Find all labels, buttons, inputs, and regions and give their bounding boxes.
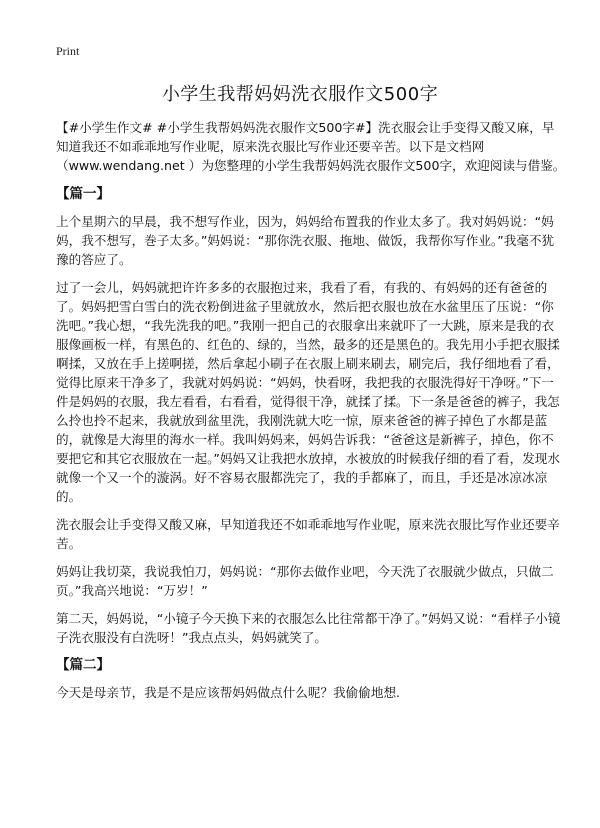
- article-body: [56, 118, 566, 711]
- paragraph: 过了一会儿，妈妈就把许许多多的衣服抱过来，我看了看，有我的、有妈妈的还有爸爸的了。妈妈把雪白雪白的洗衣粉倒进盆子里就放水，然后把衣服也放在水盆里压了压说：“你洗吧。”我心想，“我先洗我的吧。”我刚一把自己的衣服拿出来就吓了一大跳，原来是我的衣服像画板一样，有黑色的、红色的、绿的，当然，最多的还是黑色的。我先用小手把衣服揉啊揉，又放在手上搓啊搓，然后拿起小刷子在衣服上刷来刷去，刷完后，我仔细地看了看，觉得比原来干净多了，我就对妈妈说：“妈妈，快看呀，我把我的衣服洗得好干净呀。”下一件是妈妈的衣服，我左看看，右看看，觉得很干净，就揉了揉。下一条是爸爸的裤子，我怎么拎也拎不起来，我就放到盆里洗，我刚洗就大吃一惊，原来爸爸的裤子掉色了水都是蓝的，就像是大海里的海水一样。我叫妈妈来，妈妈告诉我：“爸爸这是新裤子，掉色，你不要把它和其它衣服放在一起。”妈妈又让我把水放掉，水被放的时候我仔细的看了看，发现水就像一个又一个的漩涡。好不容易衣服都洗完了，我的手都麻了，而且，手还是冰凉冰凉的。: [56, 280, 560, 504]
- paragraph: 洗衣服会让手变得又酸又麻，早知道我还不如乖乖地写作业呢，原来洗衣服比写作业还要辛苦。: [56, 517, 560, 551]
- print-label[interactable]: Print: [56, 44, 80, 58]
- page-title: 小学生我帮妈妈洗衣服作文500字: [161, 84, 439, 105]
- section-heading-1: 【篇一】: [56, 186, 110, 202]
- paragraph: 今天是母亲节，我是不是应该帮妈妈做点什么呢？我偷偷地想.: [56, 685, 401, 700]
- paragraph: 妈妈让我切菜，我说我怕刀，妈妈说：“那你去做作业吧，今天洗了衣服就少做点，只做二页。”我高兴地说：“万岁！”: [56, 564, 554, 598]
- section-heading-2: 【篇二】: [56, 657, 110, 673]
- paragraph: 第二天，妈妈说，“小镜子今天换下来的衣服怎么比往常都干净了。”妈妈又说：“看样子小镜子洗衣服没有白洗呀！”我点点头，妈妈就笑了。: [56, 611, 561, 645]
- paragraph: 上个星期六的早晨，我不想写作业，因为，妈妈给布置我的作业太多了。我对妈妈说：“妈妈，我不想写，巻子太多。”妈妈说：“那你洗衣服、拖地、做饭，我帮你写作业。”我毫不犹豫的答应了。: [56, 214, 555, 267]
- intro-paragraph: 【#小学生作文# #小学生我帮妈妈洗衣服作文500字#】洗衣服会让手变得又酸又麻，早知道我还不如乖乖地写作业呢，原来洗衣服比写作业还要辛苦。以下是文档网（www.wendang.net ）为您整理的小学生我帮妈妈洗衣服作文500字，欢迎阅读与借鉴。: [56, 120, 566, 173]
